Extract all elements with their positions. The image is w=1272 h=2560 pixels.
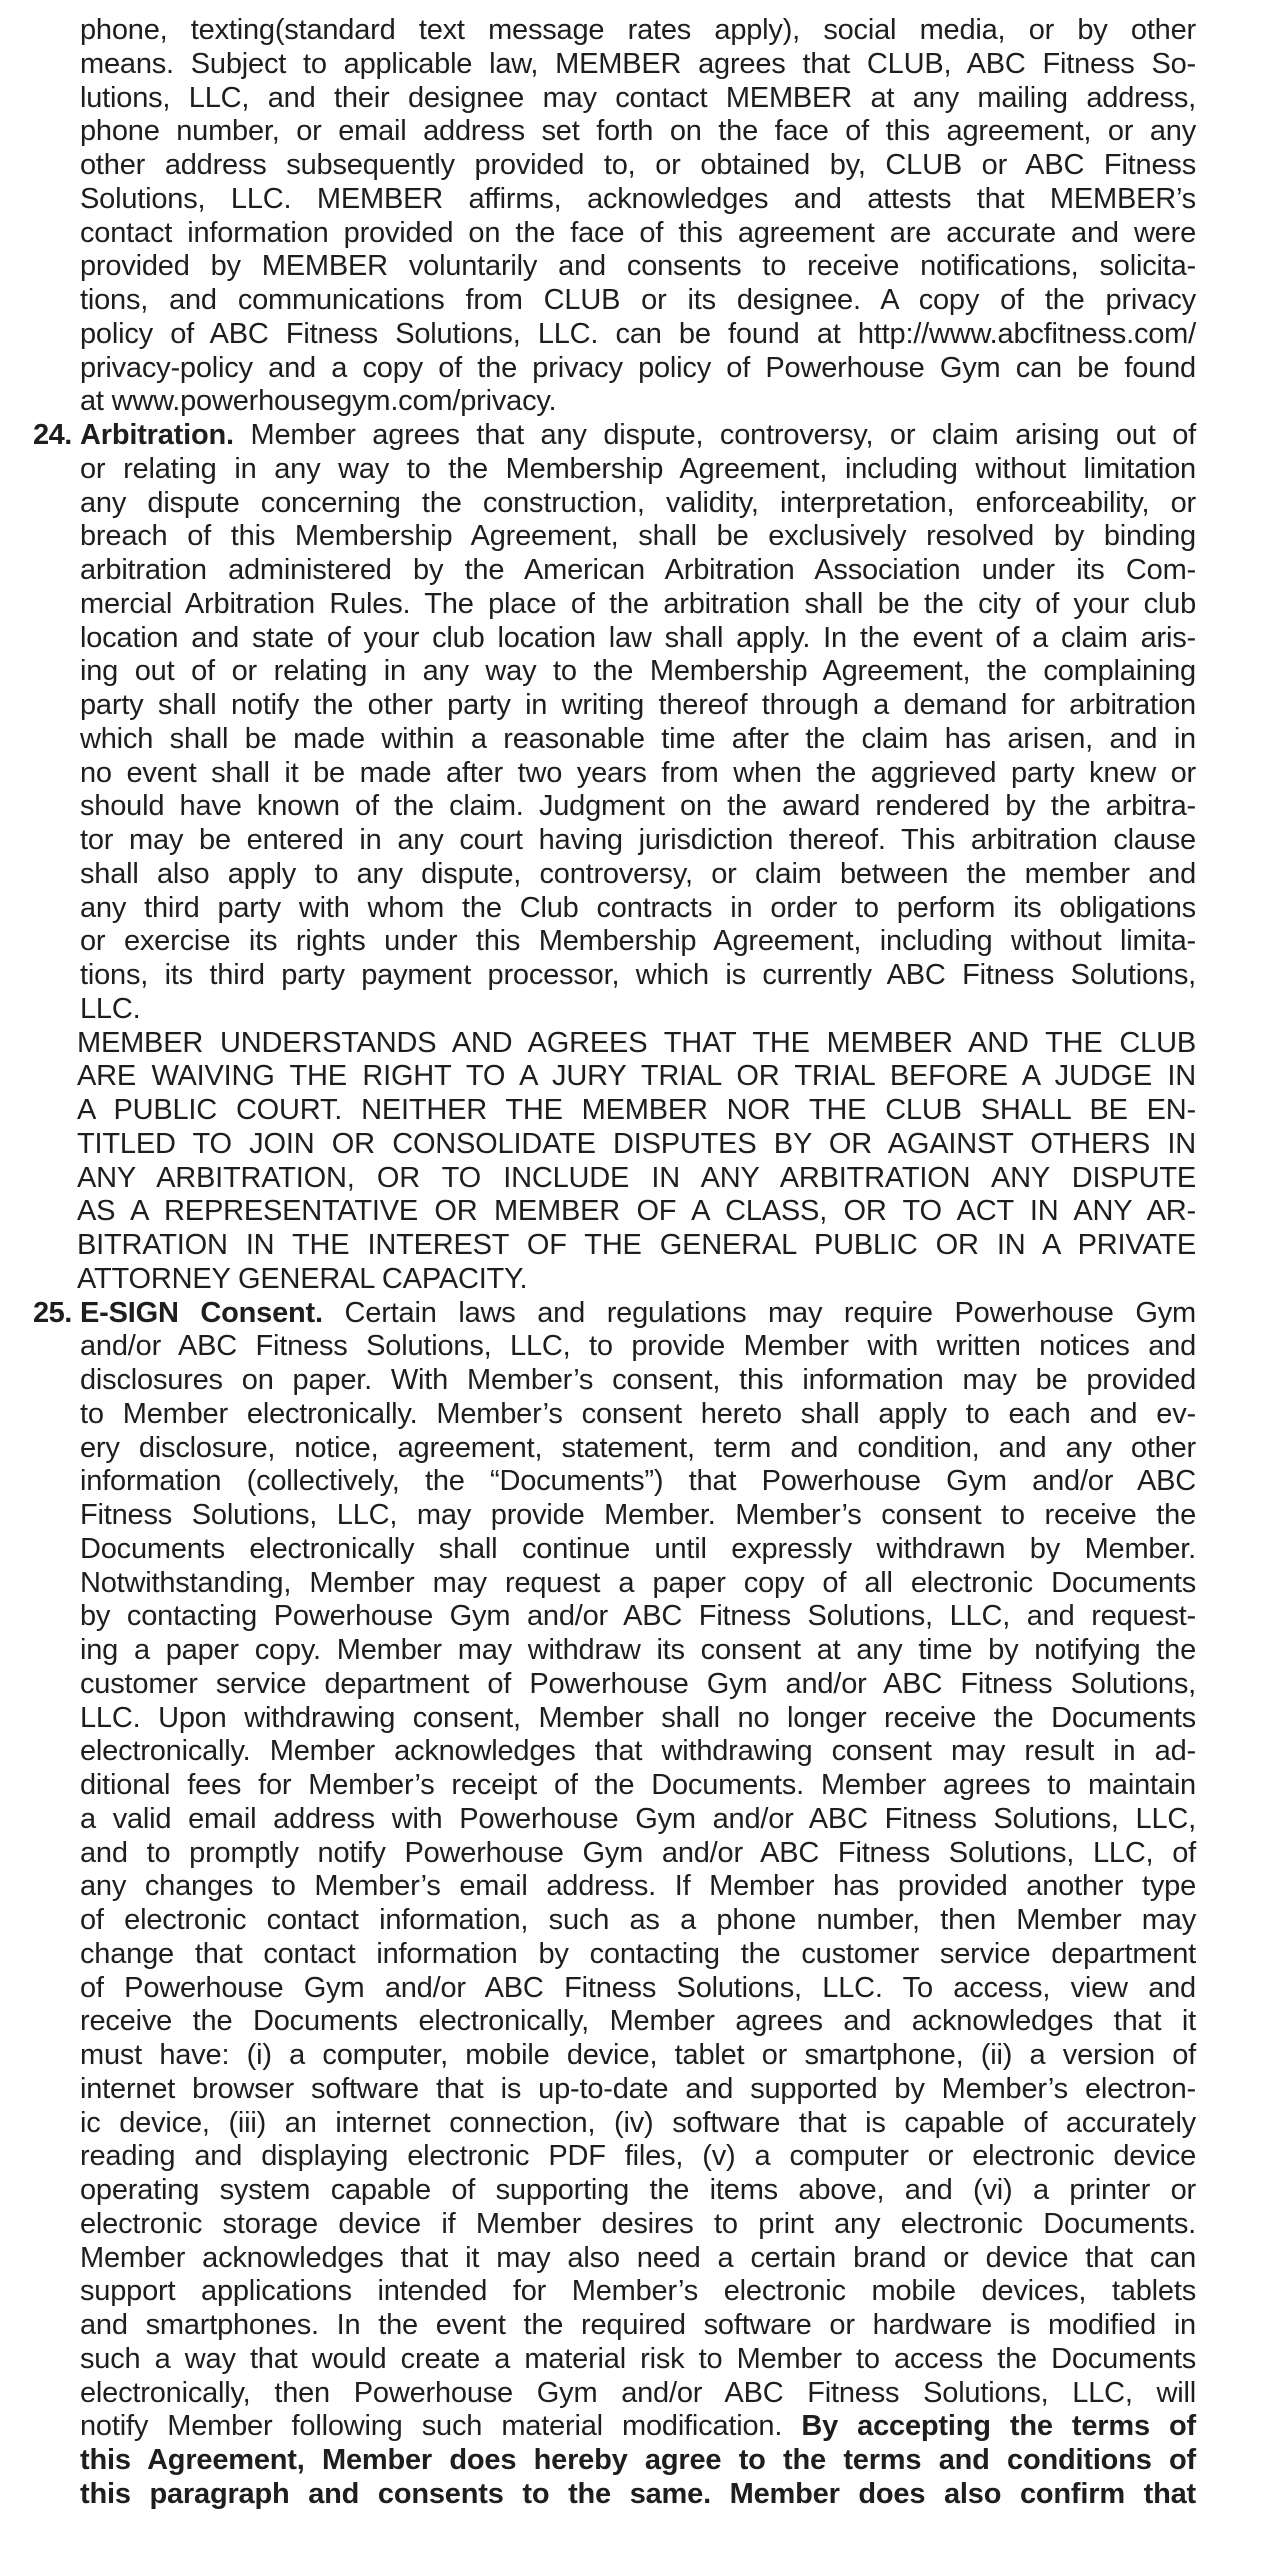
text-run: party shall notify the other party in writing thereof through a demand for arbitration xyxy=(80,689,1196,721)
text-line xyxy=(80,452,1196,486)
text-line xyxy=(80,2106,1196,2140)
text-line xyxy=(80,2342,1196,2376)
text-line xyxy=(80,1431,1196,1465)
text-run: breach of this Membership Agreement, shall be exclusively resolved by binding xyxy=(80,520,1196,553)
text-run: other address subsequently provided to, or obtained by, CLUB or ABC Fitness xyxy=(80,149,1196,181)
text-line xyxy=(80,1869,1196,1903)
text-line xyxy=(80,1498,1196,1532)
text-run: Fitness Solutions, LLC, may provide Member. Member’s consent to receive the xyxy=(80,1499,1196,1531)
text-run: operating system capable of supporting the items above, and (vi) a printer or xyxy=(80,2174,1196,2206)
text-run: any third party with whom the Club contracts in order to perform its obligations xyxy=(80,891,1196,924)
bold-text-run: this paragraph and consents to the same. Member does also confirm that xyxy=(80,2477,1196,2510)
text-run: electronically. Member acknowledges that withdrawing consent may result in ad- xyxy=(80,1735,1196,1768)
text-line xyxy=(80,2376,1196,2410)
text-line xyxy=(80,2477,1196,2511)
text-run: such a way that would create a material risk to Member to access the Documents xyxy=(80,2342,1196,2375)
text-run: to Member electronically. Member’s consent hereto shall apply to each and ev- xyxy=(80,1397,1196,1430)
text-run: ARE WAIVING THE RIGHT TO A JURY TRIAL OR TRIAL BEFORE A JUDGE IN xyxy=(77,1060,1196,1093)
text-line xyxy=(80,1633,1196,1667)
text-run: any dispute concerning the construction, validity, interpretation, enforceability, or xyxy=(80,486,1196,519)
text-line xyxy=(80,486,1196,520)
text-run: or relating in any way to the Membership Agreement, including without limitation xyxy=(80,452,1196,485)
text-line xyxy=(80,1667,1196,1701)
text-line xyxy=(80,1937,1196,1971)
text-line xyxy=(80,2443,1196,2477)
text-run: LLC. xyxy=(80,992,141,1025)
text-line xyxy=(80,891,1196,925)
text-line xyxy=(77,1262,1196,1296)
text-run: any changes to Member’s email address. If Member has provided another type xyxy=(80,1870,1196,1903)
text-line xyxy=(80,2004,1196,2038)
text-run: reading and displaying electronic PDF files, (v) a computer or electronic device xyxy=(80,2140,1196,2173)
text-run: LLC. Upon withdrawing consent, Member shall no longer receive the Documents xyxy=(80,1701,1196,1734)
text-line xyxy=(80,351,1196,385)
text-run: and/or ABC Fitness Solutions, LLC, to provide Member with written notices and xyxy=(80,1330,1196,1363)
text-line xyxy=(77,1093,1196,1127)
text-line xyxy=(80,81,1196,115)
text-run: ATTORNEY GENERAL CAPACITY. xyxy=(77,1262,528,1295)
text-run: and to promptly notify Powerhouse Gym and/or ABC Fitness Solutions, LLC, of xyxy=(80,1836,1196,1869)
text-line xyxy=(80,621,1196,655)
text-line xyxy=(80,2072,1196,2106)
text-line xyxy=(80,587,1196,621)
text-line xyxy=(80,2207,1196,2241)
text-run: privacy-policy and a copy of the privacy policy of Powerhouse Gym can be found xyxy=(80,351,1196,384)
text-line xyxy=(80,2038,1196,2072)
text-line xyxy=(80,789,1196,823)
text-run: mercial Arbitration Rules. The place of the arbitration shall be the city of your club xyxy=(80,587,1196,620)
text-line xyxy=(80,1532,1196,1566)
text-run: AS A REPRESENTATIVE OR MEMBER OF A CLASS, OR TO ACT IN ANY AR- xyxy=(77,1195,1196,1228)
text-run: means. Subject to applicable law, MEMBER agrees that CLUB, ABC Fitness So- xyxy=(80,47,1196,80)
text-line xyxy=(80,756,1196,790)
text-line xyxy=(80,992,1196,1026)
text-run: receive the Documents electronically, Member agrees and acknowledges that it xyxy=(80,2005,1196,2038)
text-run: Member agrees that any dispute, controversy, or claim arising out of xyxy=(233,419,1196,451)
text-line xyxy=(80,418,1196,452)
text-run: or exercise its rights under this Membership Agreement, including without limita- xyxy=(80,925,1196,958)
text-line xyxy=(80,317,1196,351)
text-run: no event shall it be made after two years from when the aggrieved party knew or xyxy=(80,756,1196,789)
clause-number: 24. xyxy=(33,419,72,451)
text-run: TITLED TO JOIN OR CONSOLIDATE DISPUTES BY OR AGAINST OTHERS IN xyxy=(77,1127,1196,1160)
text-run: electronically, then Powerhouse Gym and/or ABC Fitness Solutions, LLC, will xyxy=(80,2376,1196,2409)
text-line xyxy=(80,958,1196,992)
text-line xyxy=(80,654,1196,688)
text-line xyxy=(80,519,1196,553)
text-run: change that contact information by contacting the customer service department xyxy=(80,1937,1196,1970)
bold-text-run: this Agreement, Member does hereby agree to the terms and conditions of xyxy=(80,2444,1196,2476)
text-line xyxy=(80,1836,1196,1870)
text-run: should have known of the claim. Judgment on the award rendered by the arbitra- xyxy=(80,790,1196,823)
text-run: and smartphones. In the event the required software or hardware is modified in xyxy=(80,2309,1196,2341)
text-run: arbitration administered by the American Arbitration Association under its Com- xyxy=(80,554,1196,586)
text-run: Notwithstanding, Member may request a paper copy of all electronic Documents xyxy=(80,1566,1196,1599)
text-run: customer service department of Powerhouse Gym and/or ABC Fitness Solutions, xyxy=(80,1667,1196,1700)
text-line xyxy=(80,1768,1196,1802)
text-run: tions, its third party payment processor, which is currently ABC Fitness Solutions, xyxy=(80,959,1196,991)
text-line xyxy=(80,13,1196,47)
text-line xyxy=(80,1734,1196,1768)
text-line xyxy=(77,1026,1196,1060)
text-run: policy of ABC Fitness Solutions, LLC. can be found at http://www.abcfitness.com/ xyxy=(80,317,1196,350)
text-line xyxy=(80,857,1196,891)
text-run: of Powerhouse Gym and/or ABC Fitness Solutions, LLC. To access, view and xyxy=(80,1971,1196,2004)
text-line xyxy=(80,553,1196,587)
text-line xyxy=(80,1599,1196,1633)
text-run: which shall be made within a reasonable time after the claim has arisen, and in xyxy=(80,722,1196,755)
bold-text-run: By accepting the terms of xyxy=(801,2410,1196,2443)
text-run: lutions, LLC, and their designee may contact MEMBER at any mailing address, xyxy=(80,81,1196,114)
text-run: shall also apply to any dispute, controversy, or claim between the member and xyxy=(80,857,1196,890)
text-line xyxy=(80,2241,1196,2275)
text-run: Documents electronically shall continue until expressly withdrawn by Member. xyxy=(80,1532,1196,1565)
text-run: at www.powerhousegym.com/privacy. xyxy=(80,385,557,418)
text-line xyxy=(80,283,1196,317)
text-run: location and state of your club location law shall apply. In the event of a claim aris- xyxy=(80,621,1196,654)
text-run: ditional fees for Member’s receipt of the Documents. Member agrees to maintain xyxy=(80,1769,1196,1801)
text-line xyxy=(77,1127,1196,1161)
text-line xyxy=(80,823,1196,857)
text-line xyxy=(80,1363,1196,1397)
text-run: information (collectively, the “Documents”) that Powerhouse Gym and/or ABC xyxy=(80,1465,1196,1498)
text-line xyxy=(77,1228,1196,1262)
text-run: a valid email address with Powerhouse Gym and/or ABC Fitness Solutions, LLC, xyxy=(80,1802,1196,1835)
text-line xyxy=(80,1329,1196,1363)
text-run: Certain laws and regulations may require Powerhouse Gym xyxy=(322,1296,1197,1329)
text-run: notify Member following such material modification. xyxy=(80,2410,802,2443)
text-run: BITRATION IN THE INTEREST OF THE GENERAL PUBLIC OR IN A PRIVATE xyxy=(77,1229,1196,1261)
text-run: ing a paper copy. Member may withdraw its consent at any time by notifying the xyxy=(80,1634,1196,1666)
text-run: tions, and communications from CLUB or its designee. A copy of the privacy xyxy=(80,284,1196,316)
text-line xyxy=(80,1566,1196,1600)
text-run: ic device, (iii) an internet connection, (iv) software that is capable of accurately xyxy=(80,2106,1196,2139)
text-line xyxy=(80,722,1196,756)
text-run: tor may be entered in any court having jurisdiction thereof. This arbitration clause xyxy=(80,824,1196,856)
text-line xyxy=(80,1464,1196,1498)
text-line xyxy=(80,2139,1196,2173)
text-run: ery disclosure, notice, agreement, statement, term and condition, and any other xyxy=(80,1431,1196,1464)
text-run: phone, texting(standard text message rates apply), social media, or by other xyxy=(80,14,1196,46)
text-line xyxy=(80,114,1196,148)
text-run: provided by MEMBER voluntarily and consents to receive notifications, solicita- xyxy=(80,250,1196,283)
text-line xyxy=(80,47,1196,81)
text-run: ing out of or relating in any way to the Membership Agreement, the complaining xyxy=(80,655,1196,688)
text-run: by contacting Powerhouse Gym and/or ABC Fitness Solutions, LLC, and request- xyxy=(80,1600,1196,1633)
text-line xyxy=(80,1971,1196,2005)
bold-text-run: Arbitration. xyxy=(80,419,234,451)
text-line xyxy=(80,1701,1196,1735)
text-run: phone number, or email address set forth on the face of this agreement, or any xyxy=(80,115,1196,148)
text-line xyxy=(80,1802,1196,1836)
text-run: A PUBLIC COURT. NEITHER THE MEMBER NOR THE CLUB SHALL BE EN- xyxy=(77,1094,1196,1126)
text-line xyxy=(80,688,1196,722)
text-line xyxy=(80,2308,1196,2342)
bold-text-run: E-SIGN Consent. xyxy=(80,1296,323,1329)
text-run: contact information provided on the face of this agreement are accurate and were xyxy=(80,216,1196,249)
text-line xyxy=(80,1296,1196,1330)
text-line xyxy=(80,2409,1196,2443)
text-run: Member acknowledges that it may also need a certain brand or device that can xyxy=(80,2241,1196,2274)
text-line xyxy=(80,1397,1196,1431)
text-line xyxy=(80,924,1196,958)
text-line xyxy=(80,148,1196,182)
text-run: ANY ARBITRATION, OR TO INCLUDE IN ANY ARBITRATION ANY DISPUTE xyxy=(77,1161,1196,1194)
text-run: of electronic contact information, such as a phone number, then Member may xyxy=(80,1904,1196,1936)
text-line xyxy=(80,2173,1196,2207)
text-run: support applications intended for Member’s electronic mobile devices, tablets xyxy=(80,2275,1196,2308)
text-run: must have: (i) a computer, mobile device, tablet or smartphone, (ii) a version of xyxy=(80,2039,1196,2071)
text-line xyxy=(80,1903,1196,1937)
text-line xyxy=(80,2274,1196,2308)
text-line xyxy=(80,216,1196,250)
clause-number: 25. xyxy=(33,1296,72,1329)
text-line xyxy=(77,1059,1196,1093)
text-run: electronic storage device if Member desires to print any electronic Documents. xyxy=(80,2207,1196,2240)
text-run: internet browser software that is up-to-date and supported by Member’s electron- xyxy=(80,2072,1196,2105)
text-line xyxy=(80,249,1196,283)
text-line xyxy=(80,182,1196,216)
text-line xyxy=(80,384,1196,418)
text-run: Solutions, LLC. MEMBER affirms, acknowledges and attests that MEMBER’s xyxy=(80,182,1196,215)
text-run: disclosures on paper. With Member’s consent, this information may be provided xyxy=(80,1364,1196,1396)
text-run: MEMBER UNDERSTANDS AND AGREES THAT THE MEMBER AND THE CLUB xyxy=(77,1026,1196,1059)
text-line xyxy=(77,1161,1196,1195)
text-line xyxy=(77,1194,1196,1228)
